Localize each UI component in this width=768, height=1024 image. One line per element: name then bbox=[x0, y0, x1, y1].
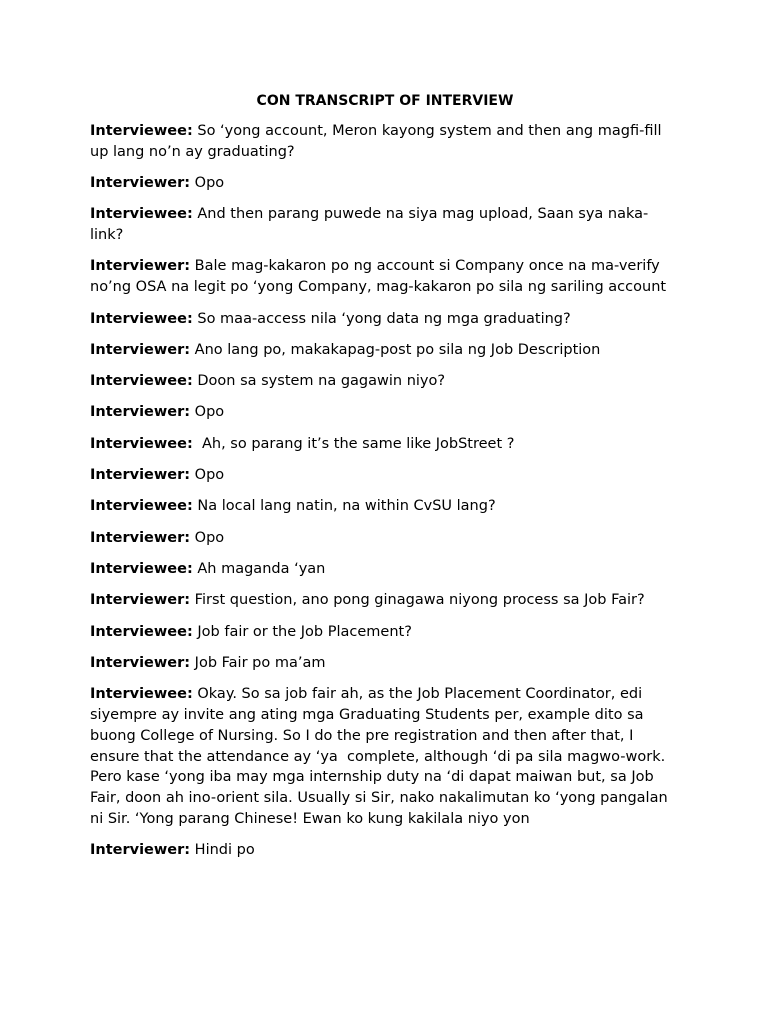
speaker-label: Interviewee: bbox=[90, 686, 193, 703]
transcript-entry bbox=[90, 528, 680, 549]
transcript-entry bbox=[90, 465, 680, 486]
transcript-entry bbox=[90, 684, 680, 830]
transcript-entry bbox=[90, 204, 680, 246]
utterance-text: Ano lang po, makakapag-post po sila ng Job Description bbox=[190, 341, 601, 358]
speaker-label: Interviewer: bbox=[90, 592, 191, 609]
utterance-text: Bale mag-kakaron po ng account si Company once na ma-verify no’ng OSA na legit po ‘yong Company, mag-kakaron po sila ng sariling account bbox=[90, 258, 667, 296]
transcript-entry bbox=[90, 653, 680, 674]
transcript-entry bbox=[90, 256, 680, 298]
speaker-label: Interviewee: bbox=[90, 498, 193, 515]
speaker-label: Interviewee: bbox=[90, 373, 193, 390]
utterance-text: Hindi po bbox=[190, 842, 255, 859]
speaker-label: Interviewer: bbox=[90, 341, 191, 358]
utterance-text: So ‘yong account, Meron kayong system and then ang magfi-fill up lang no’n ay graduating? bbox=[90, 123, 667, 160]
transcript-entry bbox=[90, 371, 680, 392]
transcript-entry bbox=[90, 559, 680, 580]
speaker-label: Interviewer: bbox=[90, 529, 191, 546]
utterance-text: Opo bbox=[190, 529, 225, 546]
utterance-text: So maa-access nila ‘yong data ng mga graduating? bbox=[192, 310, 571, 327]
transcript-entries bbox=[90, 121, 680, 861]
speaker-label: Interviewee: bbox=[90, 623, 193, 640]
utterance-text: Opo bbox=[190, 467, 225, 484]
transcript-entry bbox=[90, 340, 680, 361]
utterance-text: Ah maganda ‘yan bbox=[192, 560, 326, 577]
speaker-label: Interviewee: bbox=[90, 206, 193, 223]
speaker-label: Interviewee: bbox=[90, 560, 193, 577]
speaker-label: Interviewer: bbox=[90, 404, 191, 421]
transcript-entry bbox=[90, 840, 680, 861]
speaker-label: Interviewer: bbox=[90, 175, 191, 192]
speaker-label: Interviewee: bbox=[90, 123, 193, 139]
transcript-entry bbox=[90, 590, 680, 611]
utterance-text: Opo bbox=[190, 404, 225, 421]
utterance-text: Ah, so parang it’s the same like JobStreet ? bbox=[192, 435, 515, 452]
utterance-text: Okay. So sa job fair ah, as the Job Placement Coordinator, edi siyempre ay invite ang ating mga Graduating Students per, example dito sa buong College of Nursing. So I do the pre registration and then after that, I ensure that the attendance ay ‘ya complete, although ‘di pa sila magwo-work. Pero kase ‘yong iba may mga internship duty na ‘di dapat maiwan but, sa Job Fair, doon ah ino-orient sila. Usually si Sir, nako nakalimutan ko ‘yong pangalan ni Sir. ‘Yong parang Chinese! Ewan ko kung kakilala niyo yon bbox=[90, 686, 673, 827]
transcript-entry bbox=[90, 622, 680, 643]
speaker-label: Interviewer: bbox=[90, 467, 191, 484]
utterance-text: Na local lang natin, na within CvSU lang? bbox=[192, 498, 496, 515]
utterance-text: Job fair or the Job Placement? bbox=[192, 623, 412, 640]
utterance-text: And then parang puwede na siya mag upload, Saan sya naka-link? bbox=[90, 206, 649, 244]
speaker-label: Interviewer: bbox=[90, 654, 191, 671]
utterance-text: Doon sa system na gagawin niyo? bbox=[192, 373, 446, 390]
utterance-text: First question, ano pong ginagawa niyong process sa Job Fair? bbox=[190, 592, 645, 609]
speaker-label: Interviewee: bbox=[90, 310, 193, 327]
transcript-entry bbox=[90, 121, 680, 163]
document-title: CON TRANSCRIPT OF INTERVIEW bbox=[256, 93, 514, 109]
utterance-text: Opo bbox=[190, 175, 225, 192]
transcript-entry bbox=[90, 309, 680, 330]
transcript-entry bbox=[90, 496, 680, 517]
transcript-entry bbox=[90, 434, 680, 455]
speaker-label: Interviewer: bbox=[90, 258, 191, 275]
utterance-text: Job Fair po ma’am bbox=[190, 654, 326, 671]
speaker-label: Interviewer: bbox=[90, 842, 191, 859]
transcript-page bbox=[90, 92, 680, 872]
speaker-label: Interviewee: bbox=[90, 435, 193, 452]
transcript-entry bbox=[90, 402, 680, 423]
transcript-entry bbox=[90, 173, 680, 194]
